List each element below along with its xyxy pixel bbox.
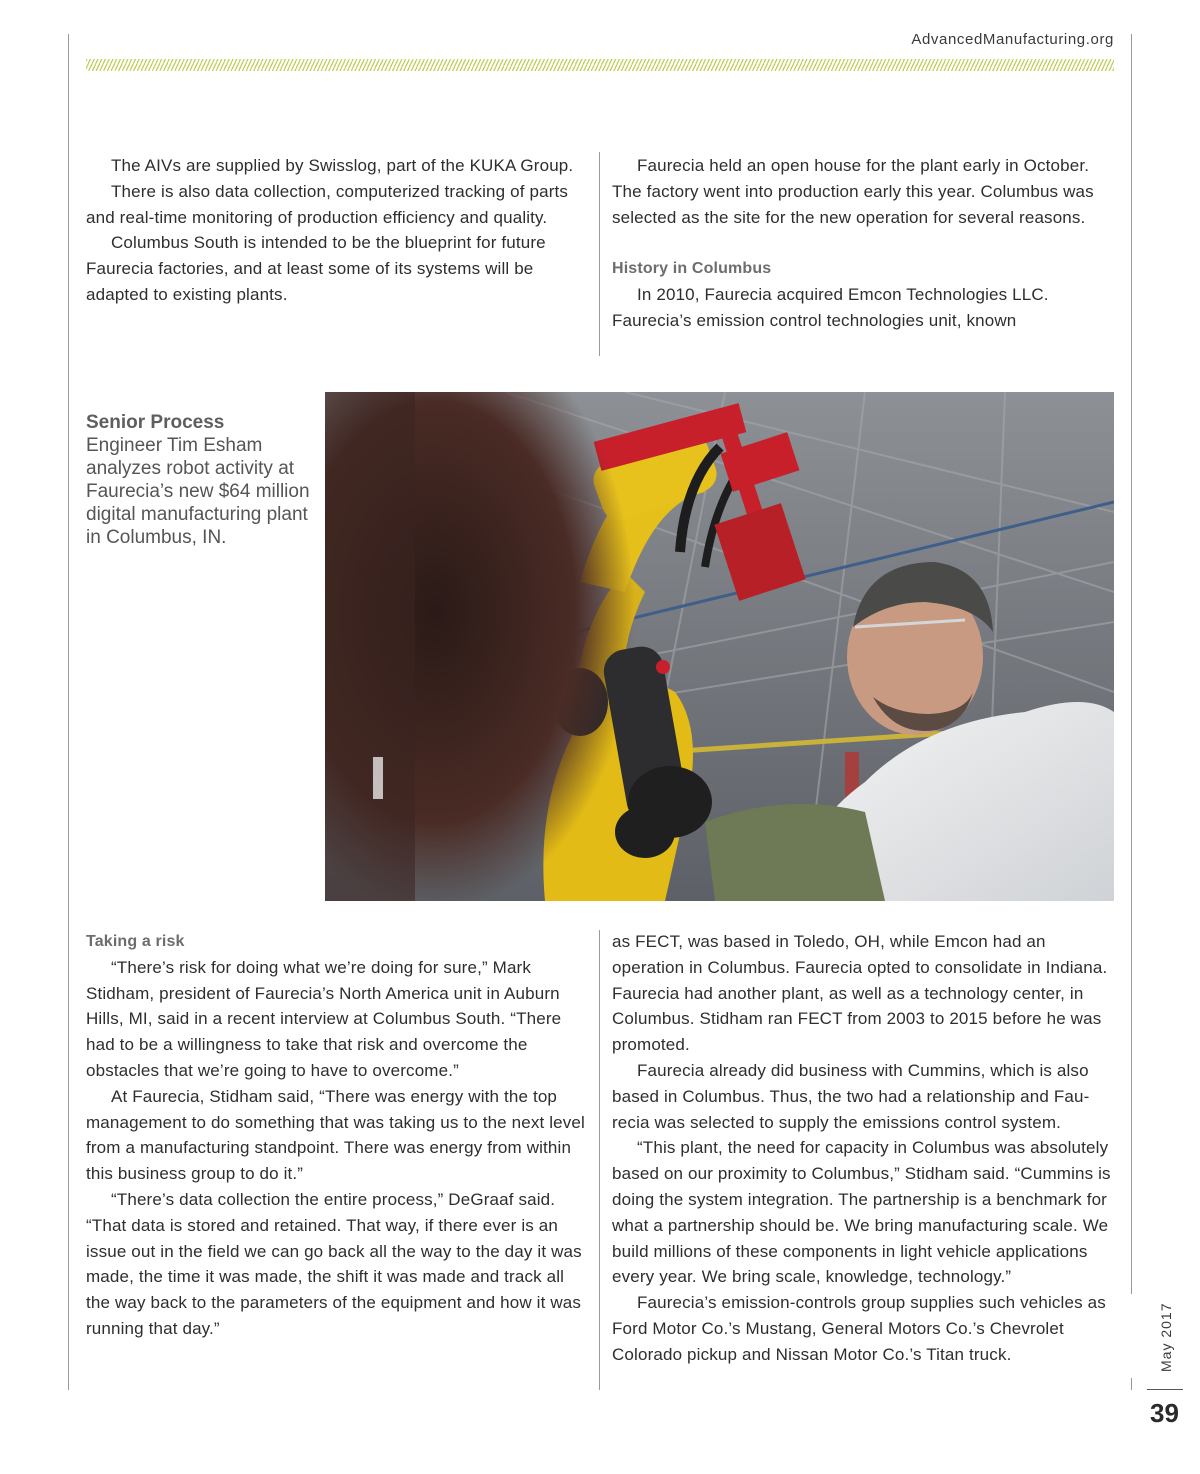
bottom-left-column <box>86 929 589 1342</box>
caption-lead: Senior Process <box>86 412 225 433</box>
right-margin-rule <box>1131 34 1132 1294</box>
footer-rule <box>1147 1389 1183 1390</box>
paragraph: In 2010, Faurecia acquired Emcon Technologies LLC. Faurecia’s emission control technologies unit, known <box>612 284 1049 330</box>
issue-date: May 2017 <box>1158 1302 1174 1372</box>
paragraph-continuation: as FECT, was based in Toledo, OH, while Emcon had an operation in Columbus. Faurecia opted to consolidate in Indiana. Faurecia had another plant, as well as a technology center, in Columbus. Stidham ran FECT from 2003 to 2015 before he was promoted. <box>612 932 1108 1055</box>
paragraph: Faurecia held an open house for the plant early in October. The factory went into production early this year. Columbus was selected as the site for the new operation for several reasons. <box>612 156 1094 227</box>
paragraph: “There’s data collection the entire process,” DeGraaf said. “That data is stored and retained. That way, if there ever is an issue out in the field we can go back all the way to the day it was made, the time it was made, the shift it was made and track all the way back to the parameters of the equipment and how it was running that day.” <box>86 1189 582 1338</box>
caption-text: Engineer Tim Esham analyzes robot activity at Faurecia’s new $64 million digital manufacturing plant in Columbus, IN. <box>86 435 310 548</box>
site-url: AdvancedManufacturing.org <box>911 31 1114 48</box>
paragraph: “This plant, the need for capacity in Columbus was absolutely based on our proximity to Columbus,” Stidham said. “Cummins is doing the system integration. The partnership is a benchmark for what a partnership should be. We bring manufacturing scale. We build millions of these components in light vehicle applications every year. We bring scale, knowledge, technology.” <box>612 1138 1111 1287</box>
right-margin-rule-bottom <box>1131 1378 1132 1390</box>
bottom-right-column <box>612 929 1117 1368</box>
column-divider-bottom <box>599 930 600 1390</box>
paragraph-spacer <box>612 230 1117 256</box>
paragraph: Faurecia’s emission-controls group supplies such vehicles as Ford Motor Co.’s Mustang, General Motors Co.’s Chevrolet Colorado pickup and Nissan Motor Co.’s Titan truck. <box>612 1293 1106 1364</box>
page-number: 39 <box>1150 1398 1179 1428</box>
header-hatch-band <box>86 59 1114 71</box>
paragraph: The AIVs are supplied by Swisslog, part of the KUKA Group. <box>111 156 574 175</box>
section-heading-history: History in Columbus <box>612 260 772 278</box>
paragraph: There is also data collection, computerized tracking of parts and real-time monitoring of production efficiency and quality. <box>86 181 569 227</box>
top-left-column <box>86 153 589 308</box>
feature-photo <box>325 392 1114 901</box>
paragraph: At Faurecia, Stidham said, “There was energy with the top management to do something that was taking us to the next level from a manufacturing standpoint. There was energy from within this business group to do it.” <box>86 1086 585 1184</box>
section-heading-taking-a-risk: Taking a risk <box>86 933 185 950</box>
paragraph: “There’s risk for doing what we’re doing for sure,” Mark Stidham, president of Faurecia’s North America unit in Auburn Hills, MI, said in a recent interview at Columbus South. “There had to be a willingness to take that risk and overcome the obstacles that we’re going to have to overcome.” <box>86 957 562 1080</box>
top-right-column <box>612 153 1117 334</box>
left-margin-rule <box>68 34 69 1390</box>
paragraph: Columbus South is intended to be the blueprint for future Faurecia factories, and at least some of its systems will be adapted to existing plants. <box>86 233 546 304</box>
paragraph: Faurecia already did business with Cummins, which is also based in Columbus. Thus, the two had a relationship and Faurecia was selected to supply the emissions control system. <box>612 1060 1090 1132</box>
column-divider-top <box>599 152 600 356</box>
robot-engineer-photo <box>325 392 1114 901</box>
photo-caption <box>86 411 311 549</box>
